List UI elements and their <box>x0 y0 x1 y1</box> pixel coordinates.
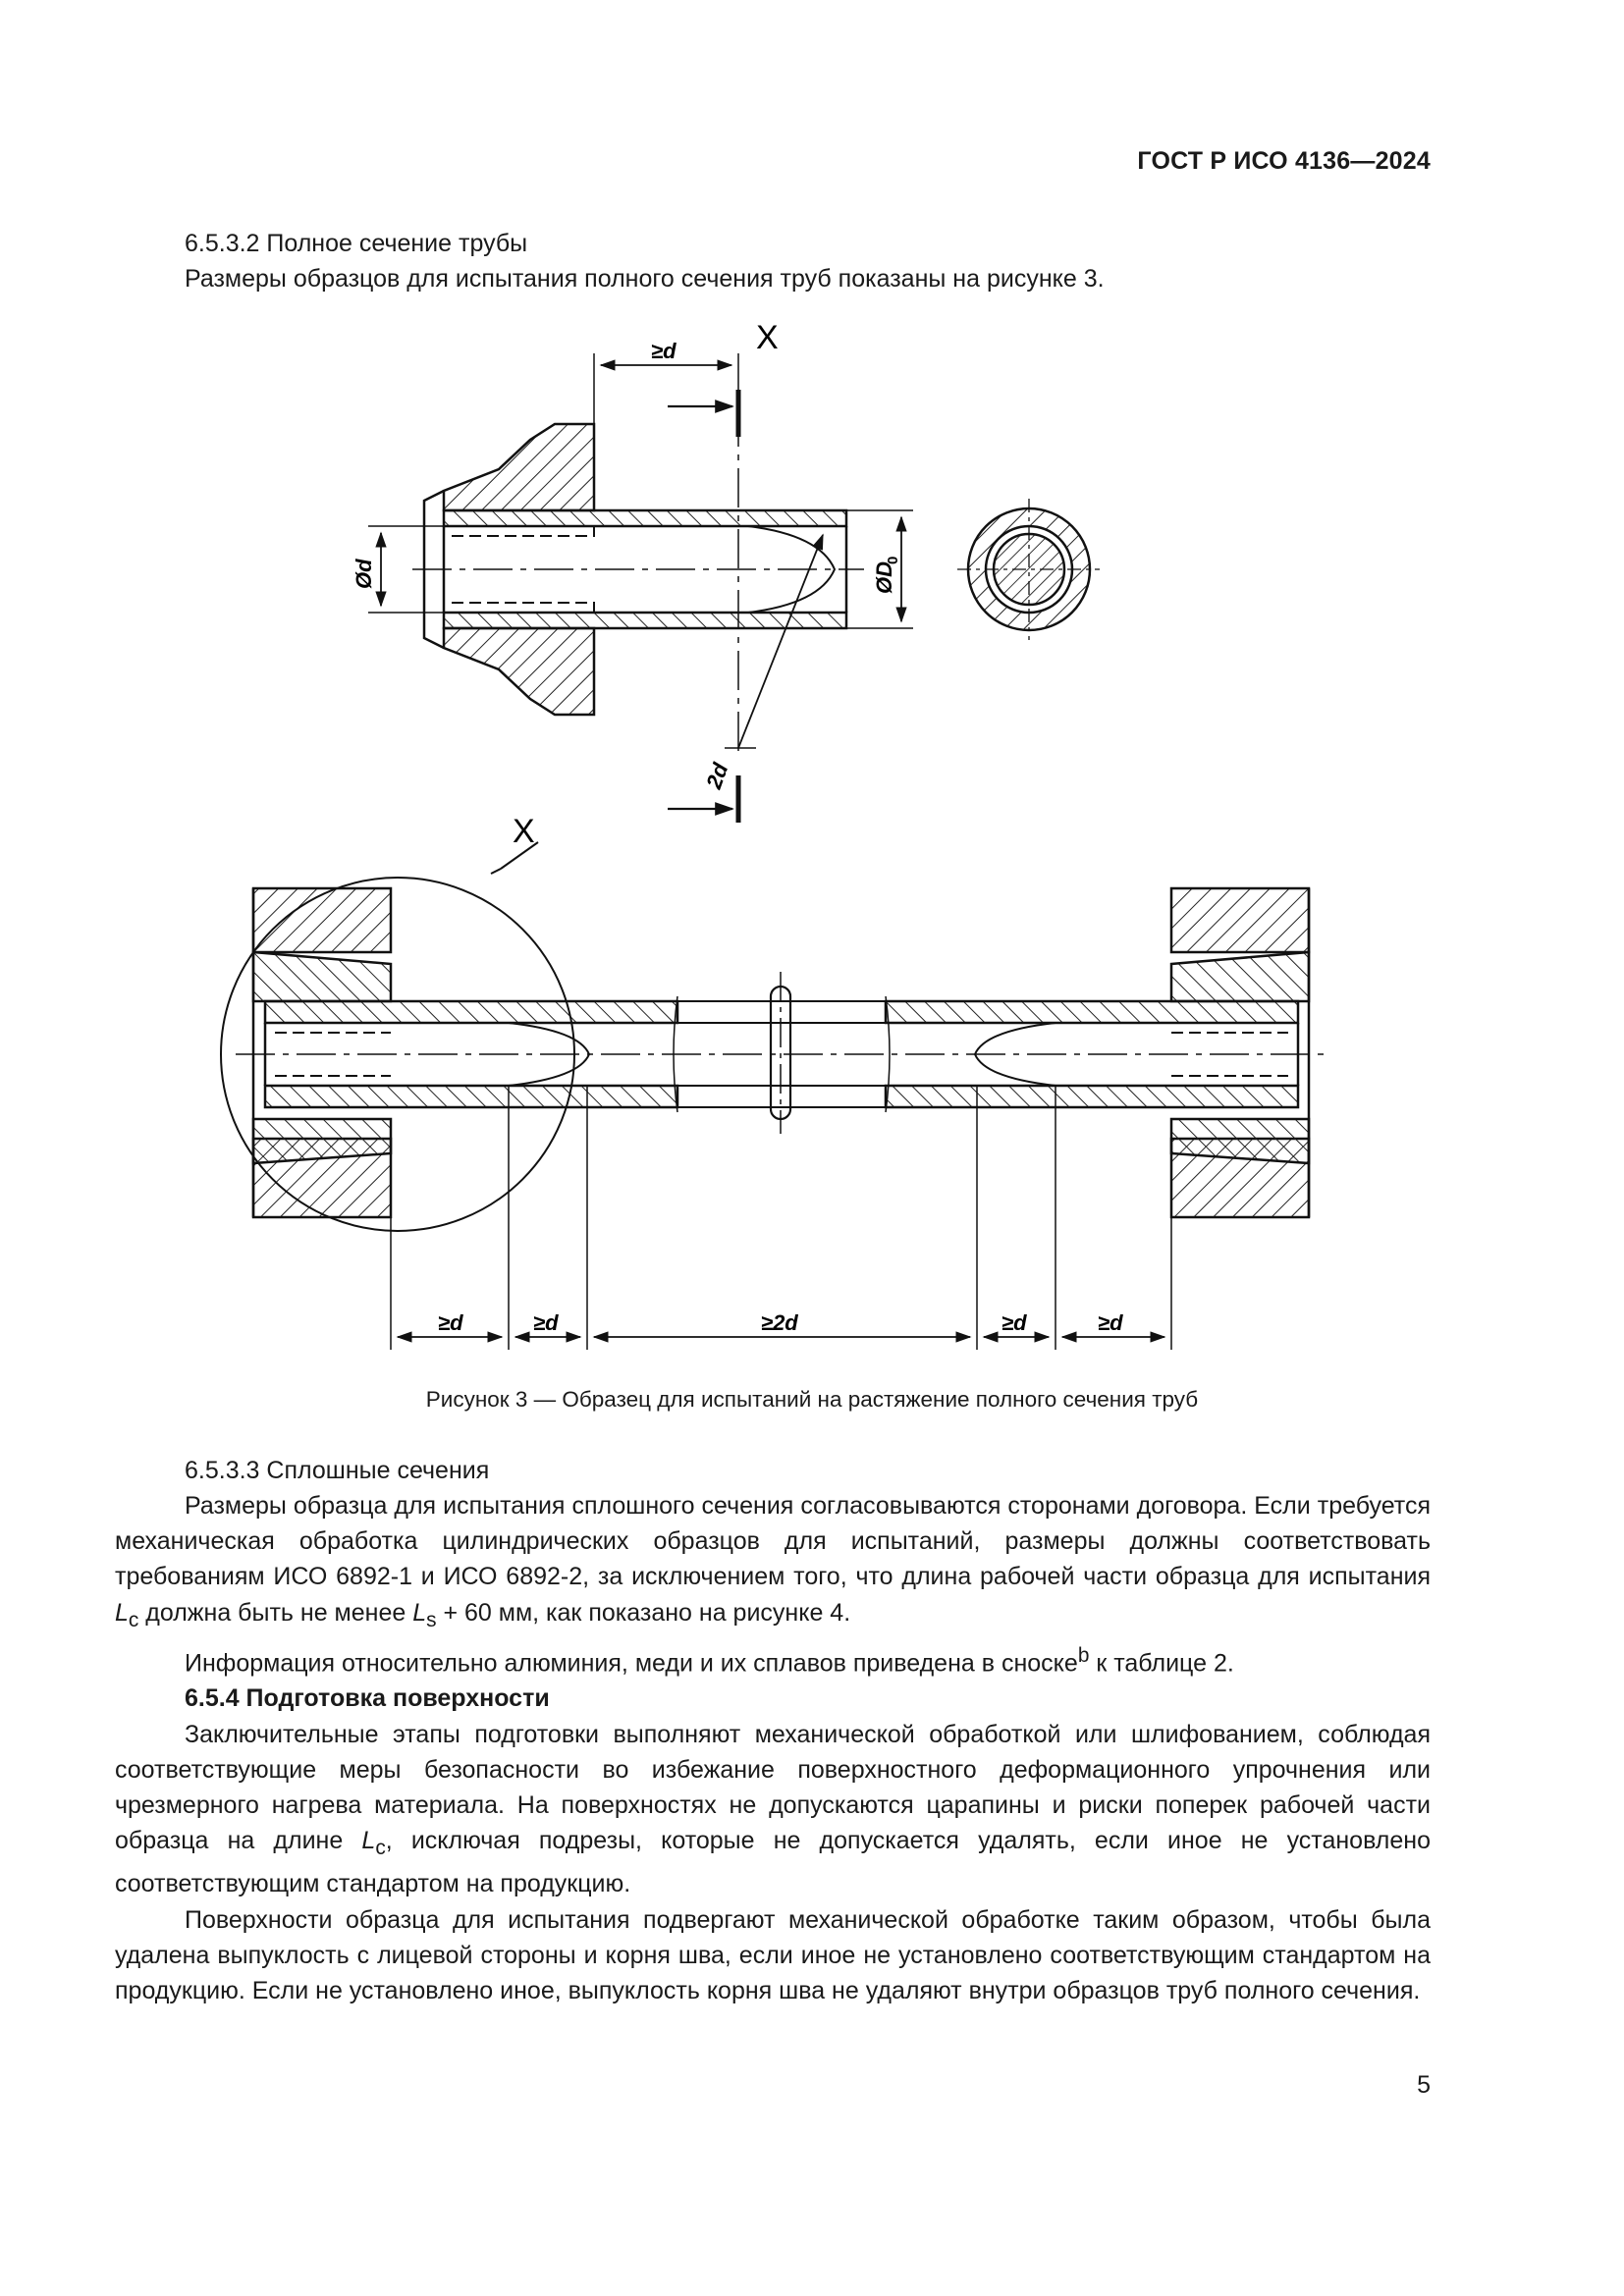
bottom-dim-2: ≥d <box>533 1310 559 1335</box>
dim-diam-d: Ød <box>352 559 376 589</box>
section-654-paragraph-2: Поверхности образца для испытания подвергают механической обработке таким образом, чтобы была удалена выпуклость с лицевой стороны и корня шва, если иное не установлено соответствующим стандартом на продукцию. Если не установлено иное, выпуклость корня шва не удаляют внутри образцов труб полного сечения. <box>115 1905 1431 2004</box>
bottom-dim-3: ≥2d <box>761 1310 798 1335</box>
bottom-dim-1: ≥d <box>438 1310 463 1335</box>
bottom-dim-5: ≥d <box>1098 1310 1123 1335</box>
page-number: 5 <box>1417 2071 1431 2099</box>
dim-top-ge-d: ≥d <box>651 339 677 363</box>
dim-diam-D0: ØD <box>872 561 896 594</box>
section-6533-paragraph-1: Размеры образца для испытания сплошного сечения согласовываются сторонами договора. Если требуется механическая обработка цилиндрических образцов для испытаний, размеры должны соответствовать требованиям ИСО 6892-1 и ИСО 6892-2, за исключением того, что длина рабочей части образца для испытания $L_c$ должна быть не менее $L_s + 60$ мм, как показано на рисунке 4. <box>115 1492 1431 1631</box>
detail-label-x-bottom: X <box>513 813 535 850</box>
full-section-specimen <box>221 842 1326 1350</box>
detail-x-view <box>368 353 913 823</box>
section-6532-title: 6.5.3.2 Полное сечение трубы <box>185 230 528 257</box>
figure-3-drawing <box>196 304 1384 1360</box>
section-6533-body <box>115 1488 1431 2008</box>
section-654-paragraph-1: Заключительные этапы подготовки выполняют механической обработкой или шлифованием, соблюдая соответствующие меры безопасности во избежание поверхностного деформационного упрочнения или чрезмерного нагрева материала. На поверхностях не допускаются царапины и риски поперек рабочей части образца на длине $L_c$, исключая подрезы, которые не допускается удалять, если иное не установлено соответствующим стандартом на продукцию. <box>115 1720 1431 1898</box>
section-6533-title: 6.5.3.3 Сплошные сечения <box>185 1457 490 1484</box>
section-6532-text: Размеры образцов для испытания полного сечения труб показаны на рисунке 3. <box>185 265 1105 293</box>
dim-diam-D0-sub: 0 <box>885 556 901 564</box>
bottom-dim-4: ≥d <box>1001 1310 1027 1335</box>
figure-caption: Рисунок 3 — Образец для испытаний на растяжение полного сечения труб <box>425 1387 1199 1412</box>
dim-2d: 2d <box>701 760 733 792</box>
document-id-header: ГОСТ Р ИСО 4136—2024 <box>1137 147 1431 175</box>
section-6533-paragraph-2: Информация относительно алюминия, меди и их сплавов приведена в сноске$^b$ к таблице 2. <box>185 1643 1234 1678</box>
detail-label-x-top: X <box>756 319 779 356</box>
section-654-title: 6.5.4 Подготовка поверхности <box>185 1684 550 1713</box>
cross-section-view <box>957 499 1100 640</box>
